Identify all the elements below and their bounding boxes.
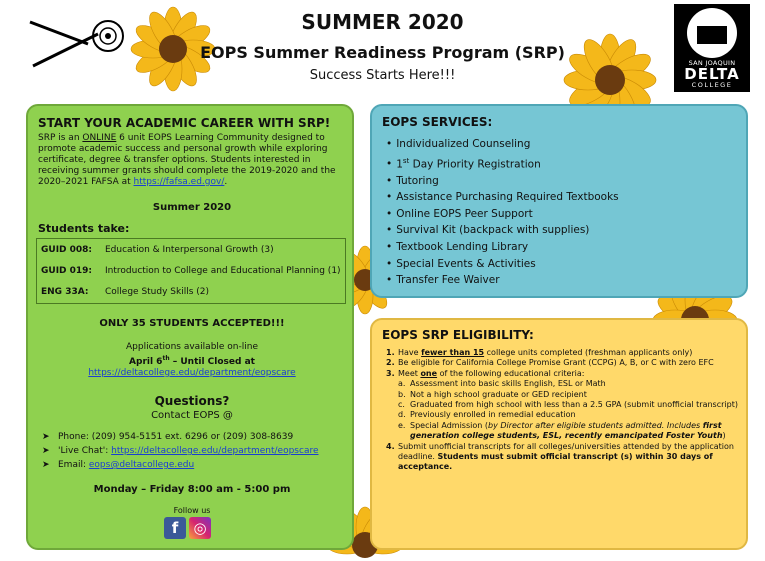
arrow-bullet-icon: ➤ xyxy=(42,446,50,456)
sub-text: Not a high school graduate or GED recipient xyxy=(410,389,587,399)
sub-text: Previously enrolled in remedial education xyxy=(410,410,576,420)
sub-text: Special Admission ( xyxy=(410,420,488,430)
item-emphasis: fewer than 15 xyxy=(421,348,485,357)
app-line2 xyxy=(28,353,356,368)
list-item: • Assistance Purchasing Required Textbooks xyxy=(386,189,619,206)
list-item: • Textbook Lending Library xyxy=(386,239,619,256)
course-name: Introduction to College and Educational Planning (1) xyxy=(105,266,341,276)
page-title: SUMMER 2020 xyxy=(301,10,464,34)
priority-sup: st xyxy=(402,156,410,165)
eopscare-link[interactable]: https://deltacollege.edu/department/eopscare xyxy=(88,368,296,378)
list-item: • Special Events & Activities xyxy=(386,256,619,273)
item-bold: Students must submit official transcript (s) within 30 days of acceptance. xyxy=(398,452,713,472)
fafsa-link[interactable]: https://fafsa.ed.gov/ xyxy=(133,177,225,187)
phone-line xyxy=(42,432,293,442)
arrow-bullet-icon: ➤ xyxy=(42,432,50,442)
criteria-item xyxy=(386,410,740,420)
college-emblem-icon xyxy=(687,8,737,58)
item-emphasis: one xyxy=(420,368,438,378)
logo-line2: DELTA xyxy=(684,65,740,83)
priority-num: 1 xyxy=(396,158,403,171)
course-row xyxy=(41,287,209,297)
questions-heading: Questions? xyxy=(154,394,230,408)
intro-text-post: 6 unit EOPS Learning Community designed to promote academic success and personal growth while exploring certificate, degree & transfer options. Students interested in receiving summer grants should complete the 2019-2020 and the 2020–2021 FAFSA at xyxy=(38,133,336,187)
app-date: April 6 xyxy=(129,357,163,367)
criteria-item xyxy=(386,400,740,410)
sub-text-bold-italic: first generation college students, ESL, recently emancipated Foster Youth xyxy=(410,420,723,441)
summer-heading: Summer 2020 xyxy=(152,202,232,213)
eligibility-item-1 xyxy=(386,348,740,358)
item-text: Meet xyxy=(398,368,421,378)
list-item: • Transfer Fee Waiver xyxy=(386,272,619,289)
item-number: 2. xyxy=(386,358,395,368)
sub-letter: b. xyxy=(398,389,406,399)
services-title: EOPS SERVICES: xyxy=(382,115,493,129)
course-code: GUID 008: xyxy=(41,245,93,255)
list-item: • Individualized Counseling xyxy=(386,136,619,153)
office-hours: Monday – Friday 8:00 am - 5:00 pm xyxy=(93,484,291,495)
item-number: 4. xyxy=(386,441,395,451)
sub-text: Assessment into basic skills English, ESL or Math xyxy=(410,379,606,389)
course-row xyxy=(41,266,341,276)
intro-online: ONLINE xyxy=(82,133,117,143)
sub-text-italic: by Director after eligible students admitted. Includes xyxy=(487,420,703,430)
chat-label: 'Live Chat': xyxy=(58,446,112,456)
sub-text: Graduated from high school with less than a 2.5 GPA (submit unofficial transcript) xyxy=(410,400,738,410)
list-item: • Tutoring xyxy=(386,173,619,190)
students-take-heading: Students take: xyxy=(38,222,130,235)
live-chat-link[interactable]: https://deltacollege.edu/department/eopscare xyxy=(111,446,319,456)
page-tagline: Success Starts Here!!! xyxy=(309,68,456,83)
college-logo xyxy=(674,4,750,92)
eligibility-list xyxy=(386,348,740,473)
app-until: – Until Closed at xyxy=(169,357,255,367)
contact-heading: Contact EOPS @ xyxy=(151,410,233,421)
eligibility-item-2 xyxy=(386,358,740,368)
course-name: College Study Skills (2) xyxy=(105,287,210,297)
intro-text-pre: SRP is an xyxy=(38,133,83,143)
srp-panel-title: START YOUR ACADEMIC CAREER WITH SRP! xyxy=(38,116,331,130)
sub-text-end: ) xyxy=(722,431,726,441)
services-list xyxy=(386,136,619,289)
sub-letter: c. xyxy=(398,400,405,410)
facebook-icon[interactable]: f xyxy=(164,517,186,539)
criteria-item xyxy=(386,421,740,442)
social-links xyxy=(164,517,214,539)
sub-letter: d. xyxy=(398,410,406,420)
item-text: college units completed (freshman applicants only) xyxy=(484,348,693,357)
eligibility-item-3 xyxy=(386,369,740,379)
sub-letter: a. xyxy=(398,379,406,389)
item-text: Have xyxy=(398,348,422,357)
chat-line xyxy=(42,446,319,456)
item-text: Be eligible for California College Promise Grant (CCPG) A, B, or C with zero EFC xyxy=(398,358,714,368)
only-35-notice: ONLY 35 STUDENTS ACCEPTED!!! xyxy=(99,318,285,329)
priority-rest: Day Priority Registration xyxy=(409,158,541,171)
phone-text: Phone: (209) 954-5151 ext. 6296 or (209) 308-8639 xyxy=(58,432,294,442)
email-line xyxy=(42,460,194,470)
instagram-icon[interactable]: ◎ xyxy=(189,517,211,539)
logo-line3: COLLEGE xyxy=(691,81,733,89)
app-line1: Applications available on-line xyxy=(125,342,259,352)
eligibility-item-4 xyxy=(386,442,740,473)
criteria-item xyxy=(386,379,740,389)
course-code: ENG 33A: xyxy=(41,287,89,297)
eligibility-title: EOPS SRP ELIGIBILITY: xyxy=(382,328,534,342)
srp-intro xyxy=(38,133,348,188)
follow-us-label: Follow us xyxy=(173,506,211,515)
logo-line1: SAN JOAQUIN xyxy=(688,59,736,67)
application-info xyxy=(28,342,356,379)
list-item: • Survival Kit (backpack with supplies) xyxy=(386,222,619,239)
intro-text-end: . xyxy=(224,177,228,187)
app-date-sup: th xyxy=(162,355,170,362)
eligibility-panel xyxy=(370,318,748,550)
page-subtitle: EOPS Summer Readiness Program (SRP) xyxy=(200,43,565,62)
criteria-item xyxy=(386,390,740,400)
item-text: of the following educational criteria: xyxy=(437,368,585,378)
email-label: Email: xyxy=(58,460,89,470)
course-row xyxy=(41,245,274,255)
item-text: Submit unofficial transcripts for all colleges/universities attended by the application deadline. xyxy=(398,441,734,462)
email-link[interactable]: eops@deltacollege.edu xyxy=(88,460,195,470)
arrow-bullet-icon: ➤ xyxy=(42,460,50,470)
srp-info-panel xyxy=(26,104,354,550)
course-name: Education & Interpersonal Growth (3) xyxy=(105,245,274,255)
list-item: • Online EOPS Peer Support xyxy=(386,206,619,223)
item-number: 1. xyxy=(386,348,395,357)
item-number: 3. xyxy=(386,368,395,378)
list-item xyxy=(386,153,619,173)
course-code: GUID 019: xyxy=(41,266,93,276)
services-panel xyxy=(370,104,748,298)
course-list xyxy=(36,238,346,304)
sub-letter: e. xyxy=(398,420,406,430)
